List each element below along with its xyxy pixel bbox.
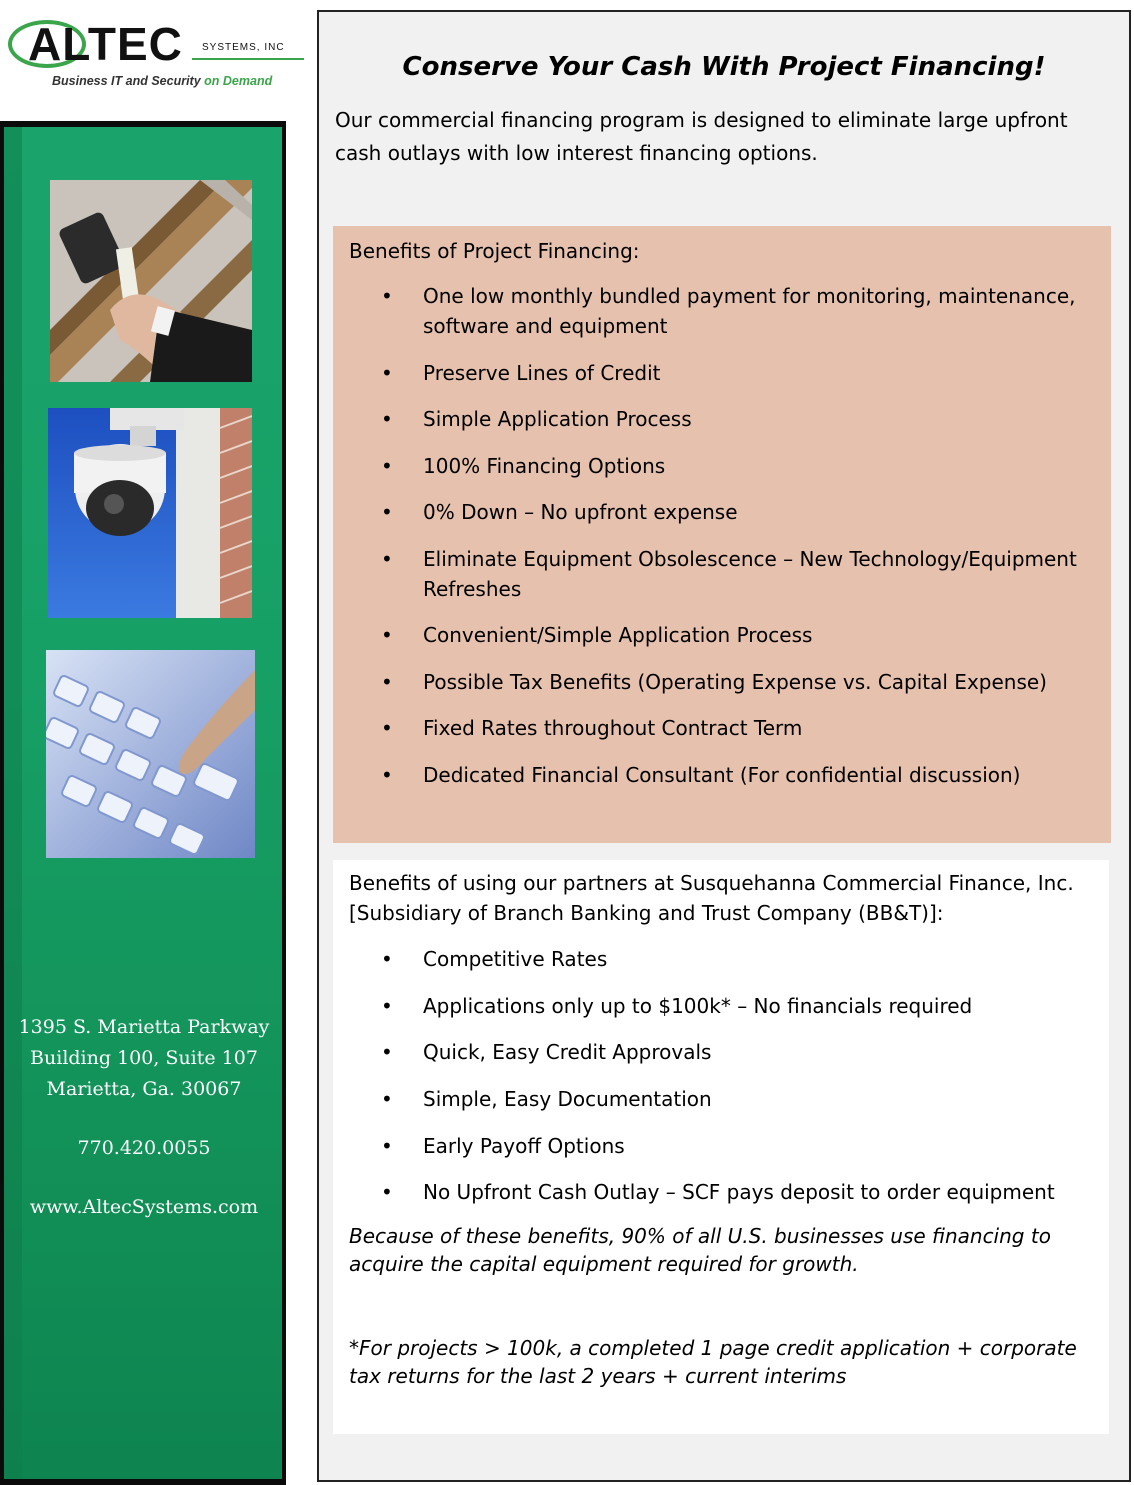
project-financing-benefits-panel [333,226,1111,843]
list-item: • Possible Tax Benefits (Operating Expense vs. Capital Expense) [381,667,1091,697]
sidebar-stripe [4,127,22,1479]
website-link[interactable]: www.AltecSystems.com [29,1196,259,1218]
list-item: • 100% Financing Options [381,451,1091,481]
address-line-1: 1395 S. Marietta Parkway [18,1016,270,1038]
photo-access-card-reader [50,180,252,382]
dome-camera-image [48,408,252,618]
partner-benefits-panel [333,860,1109,1434]
growth-note: Because of these benefits, 90% of all U.S. businesses use financing to acquire the capital equipment required for growth. [349,1224,1051,1276]
list-item: • Dedicated Financial Consultant (For confidential discussion) [381,760,1091,790]
keyboard-image [46,650,255,858]
list-item: • Preserve Lines of Credit [381,358,1091,388]
logo-tagline [52,74,272,88]
list-item: • Quick, Easy Credit Approvals [381,1037,1091,1067]
list-item: • Fixed Rates throughout Contract Term [381,713,1091,743]
intro-paragraph: Our commercial financing program is designed to eliminate large upfront cash outlays with low interest financing options. [335,108,1068,165]
partner-benefits-list [381,944,1091,1224]
contact-info [4,1012,284,1223]
page-title: Conserve Your Cash With Project Financing! [402,52,1046,82]
benefits-heading: Benefits of Project Financing: [349,239,640,263]
list-item: • Convenient/Simple Application Process [381,620,1091,650]
logo-systems-inc: SYSTEMS, INC [202,42,285,53]
card-reader-image [50,180,252,382]
photo-dome-camera [48,408,252,618]
list-item: • 0% Down – No upfront expense [381,497,1091,527]
list-item: • Applications only up to $100k* – No financials required [381,991,1091,1021]
list-item: • No Upfront Cash Outlay – SCF pays deposit to order equipment [381,1177,1091,1207]
list-item: • Simple Application Process [381,404,1091,434]
main-content [317,10,1131,1482]
list-item: • Eliminate Equipment Obsolescence – New Technology/Equipment Refreshes [381,544,1091,604]
list-item: • One low monthly bundled payment for monitoring, maintenance, software and equipment [381,281,1091,341]
footnote: *For projects > 100k, a completed 1 page credit application + corporate tax returns for the last 2 years + current interims [349,1336,1077,1388]
list-item: • Early Payoff Options [381,1131,1091,1161]
photo-keyboard [46,650,255,858]
logo-brand-name: ALTEC [28,18,183,70]
list-item: • Simple, Easy Documentation [381,1084,1091,1114]
partner-heading: Benefits of using our partners at Susquehanna Commercial Finance, Inc. [Subsidiary of Branch Banking and Trust Company (BB&T)]: [349,871,1074,925]
address-line-3: Marietta, Ga. 30067 [46,1078,242,1100]
benefits-list [381,281,1091,806]
tagline-accent: on Demand [204,74,273,88]
logo-rule [192,58,304,60]
company-logo [6,14,306,96]
address-line-2: Building 100, Suite 107 [30,1047,258,1069]
tagline-main: Business IT and Security [52,74,201,88]
phone-number: 770.420.0055 [77,1137,211,1159]
list-item: • Competitive Rates [381,944,1091,974]
